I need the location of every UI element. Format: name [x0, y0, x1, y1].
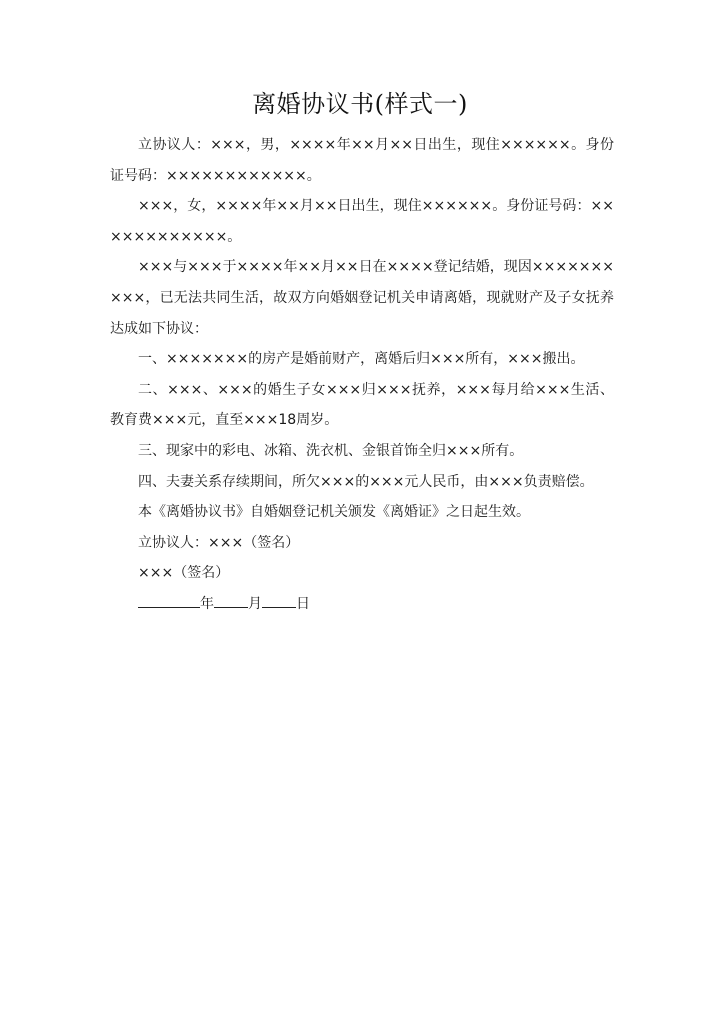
paragraph-party-one: 立协议人：×××，男，××××年××月××日出生，现住××××××。身份证号码：××××××××××××。	[110, 137, 614, 184]
day-blank	[262, 593, 296, 608]
paragraph-party-two: ×××，女，××××年××月××日出生，现住××××××。身份证号码：××××××××××××。	[110, 198, 614, 245]
clause-four-debts: 四、夫妻关系存续期间，所欠×××的×××元人民币，由×××负责赔偿。	[138, 473, 594, 490]
day-label: 日	[296, 595, 310, 612]
signature-party-one: 立协议人：×××（签名）	[138, 534, 300, 551]
document-title: 离婚协议书(样式一)	[252, 90, 468, 118]
clause-one-property: 一、×××××××的房产是婚前财产，离婚后归×××所有，×××搬出。	[138, 351, 585, 368]
year-label: 年	[200, 595, 214, 612]
month-label: 月	[248, 595, 262, 612]
effective-clause: 本《离婚协议书》自婚姻登记机关颁发《离婚证》之日起生效。	[138, 504, 530, 521]
signature-date-line	[110, 589, 614, 620]
clause-two-children: 二、×××、×××的婚生子女×××归×××抚养，×××每月给×××生活、教育费×××元，直至×××18周岁。	[110, 381, 614, 429]
year-blank	[138, 593, 200, 608]
paragraph-marriage-background: ×××与×××于××××年××月××日在××××登记结婚，现因××××××××××，已无法共同生活，故双方向婚姻登记机关申请离婚，现就财产及子女抚养达成如下协议：	[110, 259, 614, 337]
signature-party-two: ×××（签名）	[138, 565, 230, 582]
month-blank	[214, 593, 248, 608]
document-body	[110, 130, 614, 620]
clause-three-household-items: 三、现家中的彩电、冰箱、洗衣机、金银首饰全归×××所有。	[138, 442, 524, 459]
